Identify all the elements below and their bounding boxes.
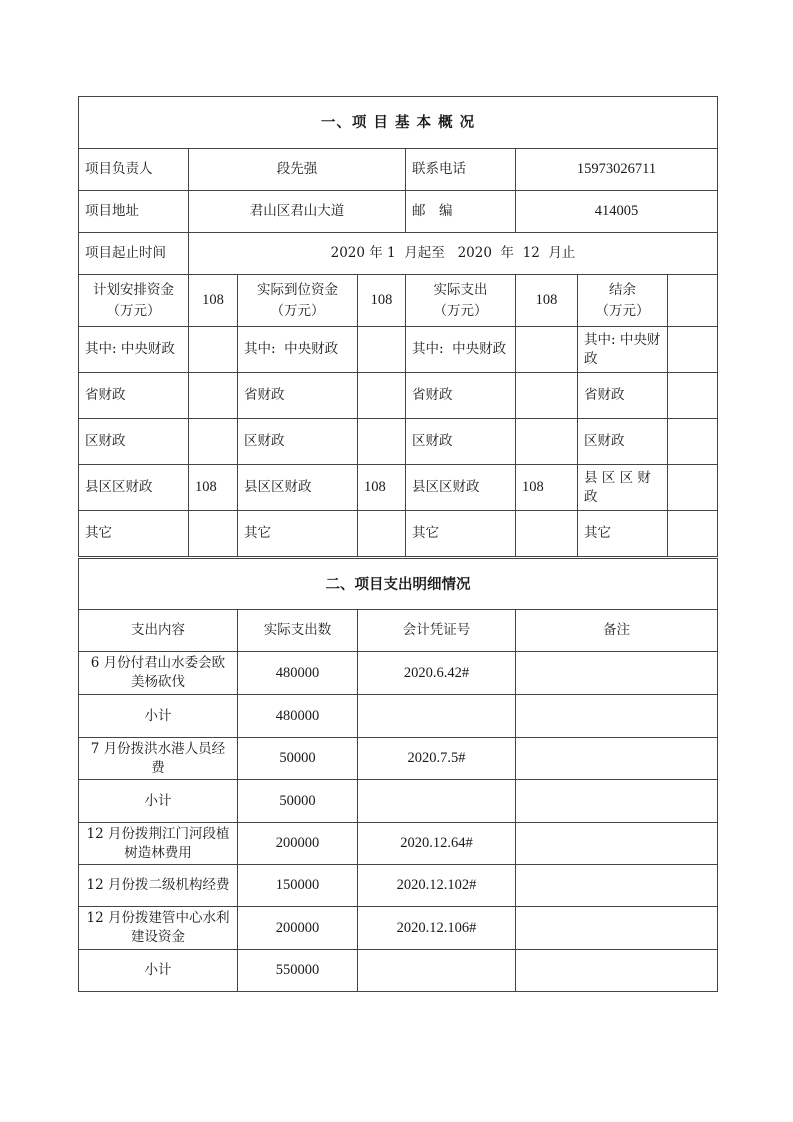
funds-row-label: 区财政 (578, 419, 668, 465)
funds-row-value: 108 (516, 465, 578, 511)
expense-header-row (79, 610, 718, 652)
funds-row-value (668, 465, 718, 511)
funds-row-value: 108 (358, 465, 406, 511)
funds-row (79, 419, 718, 465)
expense-amount: 480000 (238, 652, 358, 695)
expense-note (516, 652, 718, 695)
expense-note (516, 907, 718, 950)
period-label: 项目起止时间 (79, 233, 189, 275)
funds-row-label: 其中: 中央财政 (406, 327, 516, 373)
table-row (79, 907, 718, 950)
section1-title: 一、项 目 基 本 概 况 (79, 97, 718, 149)
address-label: 项目地址 (79, 191, 189, 233)
expense-content: 12 月份拨二级机构经费 (79, 865, 238, 907)
expense-voucher: 2020.12.64# (358, 823, 516, 865)
funds-row-label: 其中: 中央财政 (238, 327, 358, 373)
planned-funds-value: 108 (189, 275, 238, 327)
expense-detail-table (78, 558, 718, 992)
funds-row-label: 县区区财政 (238, 465, 358, 511)
funds-row-value (189, 327, 238, 373)
funds-row-label: 其它 (79, 511, 189, 557)
funds-row (79, 373, 718, 419)
funds-row-label: 区财政 (406, 419, 516, 465)
expense-voucher (358, 950, 516, 992)
expense-content: 小计 (79, 950, 238, 992)
expense-voucher: 2020.12.106# (358, 907, 516, 950)
expense-amount: 550000 (238, 950, 358, 992)
received-funds-label: 实际到位资金 （万元） (238, 275, 358, 327)
funds-row-value (668, 419, 718, 465)
funds-row-label: 县 区 区 财 政 (578, 465, 668, 511)
phone-label: 联系电话 (406, 149, 516, 191)
column-header-content: 支出内容 (79, 610, 238, 652)
funds-row-label: 县区区财政 (79, 465, 189, 511)
funds-row-label: 省财政 (578, 373, 668, 419)
expense-voucher (358, 780, 516, 823)
funds-row-value (668, 511, 718, 557)
funds-row-value (516, 511, 578, 557)
funds-row-label: 其它 (238, 511, 358, 557)
actual-spending-label: 实际支出 （万元） (406, 275, 516, 327)
leader-label: 项目负责人 (79, 149, 189, 191)
funds-row-value (516, 419, 578, 465)
expense-note (516, 695, 718, 738)
column-header-amount: 实际支出数 (238, 610, 358, 652)
expense-voucher: 2020.6.42# (358, 652, 516, 695)
expense-voucher: 2020.12.102# (358, 865, 516, 907)
expense-voucher (358, 695, 516, 738)
balance-label: 结余 （万元） (578, 275, 668, 327)
expense-voucher: 2020.7.5# (358, 738, 516, 780)
funds-row-value: 108 (189, 465, 238, 511)
funds-row-value (189, 419, 238, 465)
funds-row-label: 其它 (406, 511, 516, 557)
funds-row-label: 其它 (578, 511, 668, 557)
funds-row-label: 区财政 (238, 419, 358, 465)
address-value: 君山区君山大道 (189, 191, 406, 233)
funds-row-value (516, 373, 578, 419)
funds-row-label: 其中: 中央财政 (79, 327, 189, 373)
expense-content: 7 月份拨洪水港人员经费 (79, 738, 238, 780)
funds-row-value (189, 373, 238, 419)
funds-row (79, 511, 718, 557)
expense-note (516, 823, 718, 865)
planned-funds-label: 计划安排资金 （万元） (79, 275, 189, 327)
expense-content: 12 月份拨建管中心水利建设资金 (79, 907, 238, 950)
funds-row-label: 区财政 (79, 419, 189, 465)
funds-row-value (358, 511, 406, 557)
postcode-label: 邮 编 (406, 191, 516, 233)
funds-row-value (189, 511, 238, 557)
funds-row (79, 327, 718, 373)
expense-content: 小计 (79, 780, 238, 823)
table-row (79, 865, 718, 907)
expense-amount: 200000 (238, 907, 358, 950)
expense-amount: 200000 (238, 823, 358, 865)
phone-value: 15973026711 (516, 149, 718, 191)
funds-row-label: 其中: 中央财政 (578, 327, 668, 373)
expense-content: 12 月份拨荆江门河段植树造林费用 (79, 823, 238, 865)
funds-header-row (79, 275, 718, 327)
funds-row-label: 省财政 (406, 373, 516, 419)
postcode-value: 414005 (516, 191, 718, 233)
column-header-note: 备注 (516, 610, 718, 652)
expense-note (516, 738, 718, 780)
leader-value: 段先强 (189, 149, 406, 191)
expense-note (516, 865, 718, 907)
expense-amount: 50000 (238, 780, 358, 823)
table-row (79, 823, 718, 865)
funds-row-value (668, 373, 718, 419)
table-row (79, 950, 718, 992)
funds-row-label: 省财政 (238, 373, 358, 419)
funds-row-label: 县区区财政 (406, 465, 516, 511)
table-row (79, 652, 718, 695)
table-row (79, 780, 718, 823)
expense-amount: 50000 (238, 738, 358, 780)
expense-content: 小计 (79, 695, 238, 738)
expense-amount: 480000 (238, 695, 358, 738)
funds-row-value (668, 327, 718, 373)
balance-value (668, 275, 718, 327)
column-header-voucher: 会计凭证号 (358, 610, 516, 652)
section2-title: 二、项目支出明细情况 (79, 559, 718, 610)
funds-row-value (358, 419, 406, 465)
funds-row-label: 省财政 (79, 373, 189, 419)
received-funds-value: 108 (358, 275, 406, 327)
table-row (79, 738, 718, 780)
expense-note (516, 780, 718, 823)
expense-note (516, 950, 718, 992)
expense-content: 6 月份付君山水委会欧美杨砍伐 (79, 652, 238, 695)
period-value: 2020 年 1 月起至 2020 年 12 月止 (189, 233, 718, 275)
project-overview-table (78, 96, 718, 557)
table-row (79, 695, 718, 738)
expense-amount: 150000 (238, 865, 358, 907)
actual-spending-value: 108 (516, 275, 578, 327)
funds-row-value (358, 373, 406, 419)
funds-row (79, 465, 718, 511)
funds-row-value (516, 327, 578, 373)
funds-row-value (358, 327, 406, 373)
